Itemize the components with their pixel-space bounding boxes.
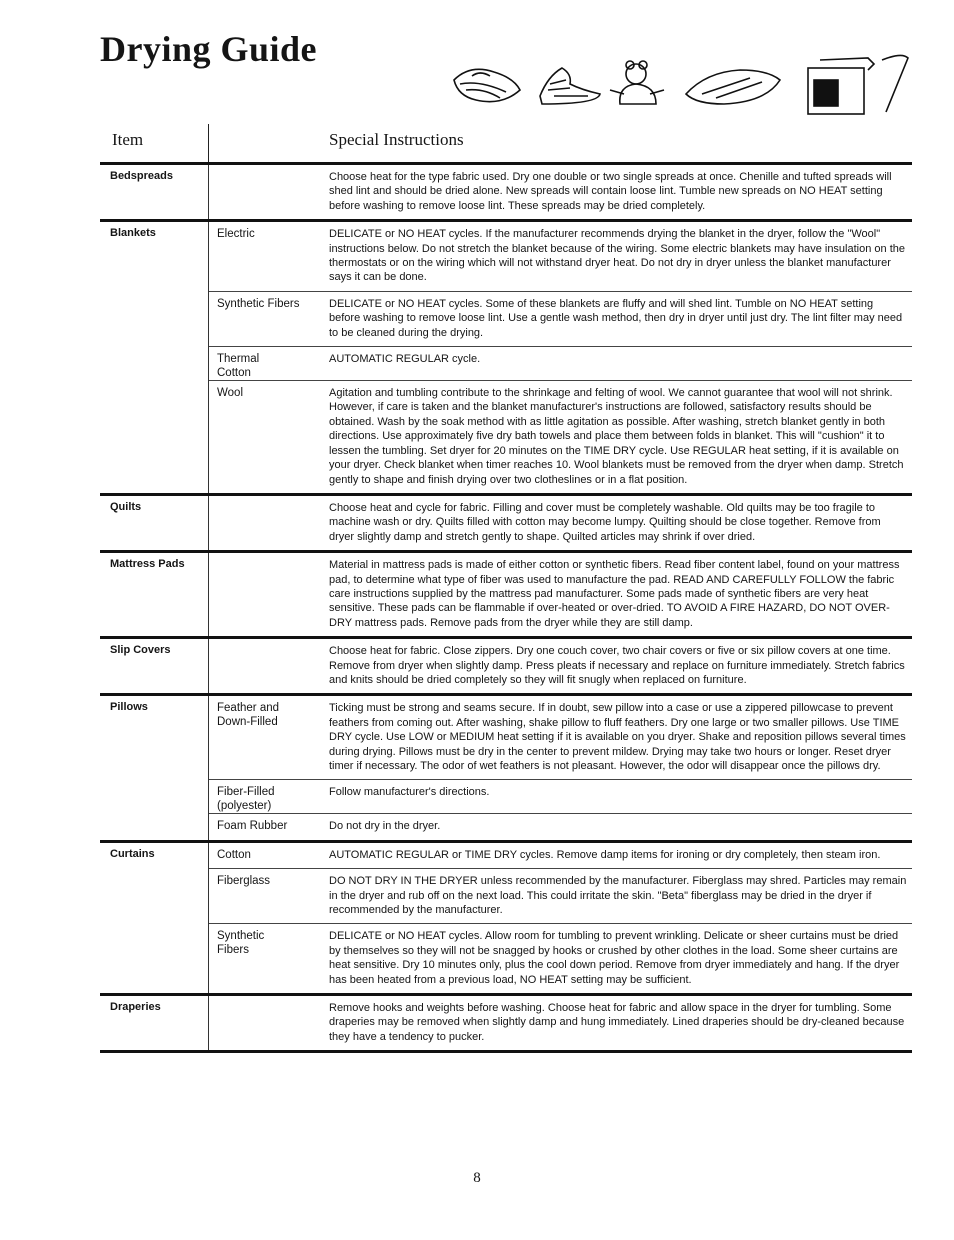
table-row — [209, 779, 912, 813]
special-instructions: DO NOT DRY IN THE DRYER unless recommended by the manufacturer. Fiberglass may shred. Particles may remain in the dryer and rub off on the next load. This could irritate the skin. "Beta" fiberglass may be dried in the dryer if recommended by the manufacturer. — [329, 875, 907, 917]
table-row — [209, 165, 912, 219]
drying-guide-table — [100, 162, 912, 1053]
item-rows — [208, 165, 912, 219]
item-name: Quilts — [110, 500, 142, 513]
special-instructions: AUTOMATIC REGULAR or TIME DRY cycles. Remove damp items for ironing or dry completely, then steam iron. — [329, 848, 881, 861]
special-instructions: Choose heat for the type fabric used. Dry one double or two single spreads at once. Chenille and tufted spreads will shed lint and should be dried alone. New spreads will contain loose lint. Tumble new spreads on NO HEAT setting before washing to remove loose lint. These spreads may be dried completely. — [329, 171, 892, 212]
item-group-blankets — [100, 219, 912, 493]
fabric-type: Synthetic Fibers — [217, 930, 265, 957]
fabric-type: Electric — [217, 228, 255, 241]
item-name: Curtains — [110, 847, 155, 860]
item-group-pillows — [100, 693, 912, 839]
item-name: Slip Covers — [110, 644, 171, 657]
fabric-type: Thermal Cotton — [217, 353, 260, 380]
item-group-draperies — [100, 993, 912, 1053]
special-instructions: Agitation and tumbling contribute to the shrinkage and felting of wool. We cannot guarantee that wool will not shrink. However, if care is taken and the blanket manufacturer's instructions are followed, satisfactory results should be obtained. Wash by the soak method with as little agitation as possible. After washing, stretch blanket gently in both directions. Use approximately five dry bath towels and place them between folds in blanket. This will "cushion" it to lessen the tumbling. Set dryer for 20 minutes on the TIME DRY cycle. Use REGULAR heat setting, if it is available on your dryer. Check blanket when timer reaches 10. Wool blankets must be removed from the dryer when damp. Stretch gently to shape and finish drying over two clotheslines or in a flat position. — [329, 387, 904, 486]
fabric-type: Cotton — [217, 848, 251, 861]
item-group-quilts — [100, 493, 912, 550]
special-instructions: Do not dry in the dryer. — [329, 820, 441, 833]
fabric-type: Foam Rubber — [217, 820, 288, 833]
fabric-type — [209, 996, 321, 1050]
item-rows — [208, 996, 912, 1050]
column-header-instructions: Special Instructions — [329, 130, 464, 149]
table-row — [209, 813, 912, 839]
item-name: Bedspreads — [110, 170, 173, 182]
table-row — [209, 923, 912, 993]
fabric-type: Synthetic Fibers — [217, 297, 300, 310]
table-row — [209, 346, 912, 380]
table-row — [209, 380, 912, 493]
item-rows — [208, 639, 912, 693]
special-instructions: Ticking must be strong and seams secure. If in doubt, sew pillow into a case or use a zippered pillowcase to prevent feathers from coming out. After washing, shake pillow to fluff feathers. Dry one large or two smaller pillows. Use TIME DRY cycle. Use LOW or MEDIUM heat setting if it is available on you dryer. Shake and reposition pillows several times during drying. Pillows must be dry in the center to prevent mildew. Drying may take two hours or longer. Reset dryer timer if necessary. The odor of wet feathers is not pleasant. However, the odor will disappear once the pillows dry. — [329, 702, 906, 772]
item-name: Blankets — [110, 227, 156, 240]
item-group-bedspreads — [100, 162, 912, 219]
item-name: Draperies — [110, 1001, 161, 1014]
table-row — [209, 291, 912, 346]
table-header — [100, 128, 912, 158]
special-instructions: Material in mattress pads is made of either cotton or synthetic fibers. Read fiber content label, found on your mattress pad, to determine what type of fiber was used to manufacture the pad. READ AND CAREFULLY FOLLOW the fabric care instructions supplied by the mattress pad manufacturer. Some pads made of synthetic fibers are very heat sensitive. These pads can be flammable if over-heated or over-dried. TO AVOID A FIRE HAZARD, DO NOT OVER-DRY mattress pads. Remove pads from the dryer while they are still damp. — [329, 559, 900, 629]
fabric-type — [209, 165, 321, 219]
page-title: Drying Guide — [100, 29, 318, 69]
table-row — [209, 843, 912, 868]
item-group-mattress-pads — [100, 550, 912, 636]
table-row — [209, 696, 912, 779]
special-instructions: DELICATE or NO HEAT cycles. If the manufacturer recommends drying the blanket in the dryer, follow the "Wool" instructions below. Do not stretch the blanket because of the wiring. Some electric blankets may have insulation on the thermostats or on the wiring which will not withstand dryer heat. Do not dry in dryer unless the blanket manufacturer says it can be done. — [329, 228, 905, 284]
item-name: Pillows — [110, 701, 148, 714]
item-group-slip-covers — [100, 636, 912, 693]
fabric-type: Wool — [217, 387, 243, 400]
special-instructions: DELICATE or NO HEAT cycles. Allow room for tumbling to prevent wrinkling. Delicate or sheer curtains must be dried by themselves so they will not be snagged by hooks or crushed by other clothes in the load. Some sheer curtains are heat sensitive. Dry 10 minutes only, plus the cool down period. Remove from dryer immediately and hang. If the dryer has been heated from a previous load, NO HEAT setting may be sufficient. — [329, 930, 900, 986]
fabric-type — [209, 553, 321, 636]
table-row — [209, 496, 912, 550]
column-header-item: Item — [112, 130, 144, 149]
special-instructions: DELICATE or NO HEAT cycles. Some of these blankets are fluffy and will shed lint. Tumble on NO HEAT setting before washing to remove loose lint. Use a gentle wash method, then dry in dryer until just dry. The lint filter may need to be cleaned during the drying. — [329, 297, 903, 339]
special-instructions: Follow manufacturer's directions. — [329, 786, 490, 799]
table-row — [209, 553, 912, 636]
item-name: Mattress Pads — [110, 558, 185, 571]
special-instructions: AUTOMATIC REGULAR cycle. — [329, 353, 481, 366]
fabric-type — [209, 496, 321, 550]
table-row — [209, 639, 912, 693]
fabric-type — [209, 639, 321, 693]
table-row — [209, 868, 912, 923]
item-rows — [208, 843, 912, 993]
table-row — [209, 996, 912, 1050]
fabric-type: Fiber-Filled (polyester) — [217, 786, 275, 813]
item-rows — [208, 696, 912, 839]
item-rows — [208, 496, 912, 550]
item-group-curtains — [100, 840, 912, 993]
table-row — [209, 222, 912, 291]
header-divider — [208, 124, 209, 162]
special-instructions: Choose heat and cycle for fabric. Filling and cover must be completely washable. Old quilts may be too fragile to machine wash or dry. Quilts filled with cotton may become lumpy. Quilting should be close together. Remove from dryer slightly damp and stretch gently to shape. Quilted articles may shrink if over dried. — [329, 501, 881, 543]
special-instructions: Remove hooks and weights before washing. Choose heat for fabric and allow space in the dryer for tumbling. Some draperies may be removed when slightly damp and hung immediately. Lined draperies should be dry-cleaned because they have a tendency to pucker. — [329, 1002, 905, 1043]
special-instructions: Choose heat for fabric. Close zippers. Dry one couch cover, two chair covers or five or six pillow covers at one time. Remove from dryer when slightly damp. Press pleats if necessary and replace on furniture immediately. Stretch fabrics and knits should be dried completely so they will fit snugly when replaced on furniture. — [329, 645, 905, 686]
page-number: 8 — [473, 1170, 481, 1186]
fabric-type: Fiberglass — [217, 875, 271, 888]
item-rows — [208, 222, 912, 493]
fabric-type: Feather and Down-Filled — [217, 702, 280, 729]
item-rows — [208, 553, 912, 636]
laundry-illustration — [450, 50, 912, 116]
